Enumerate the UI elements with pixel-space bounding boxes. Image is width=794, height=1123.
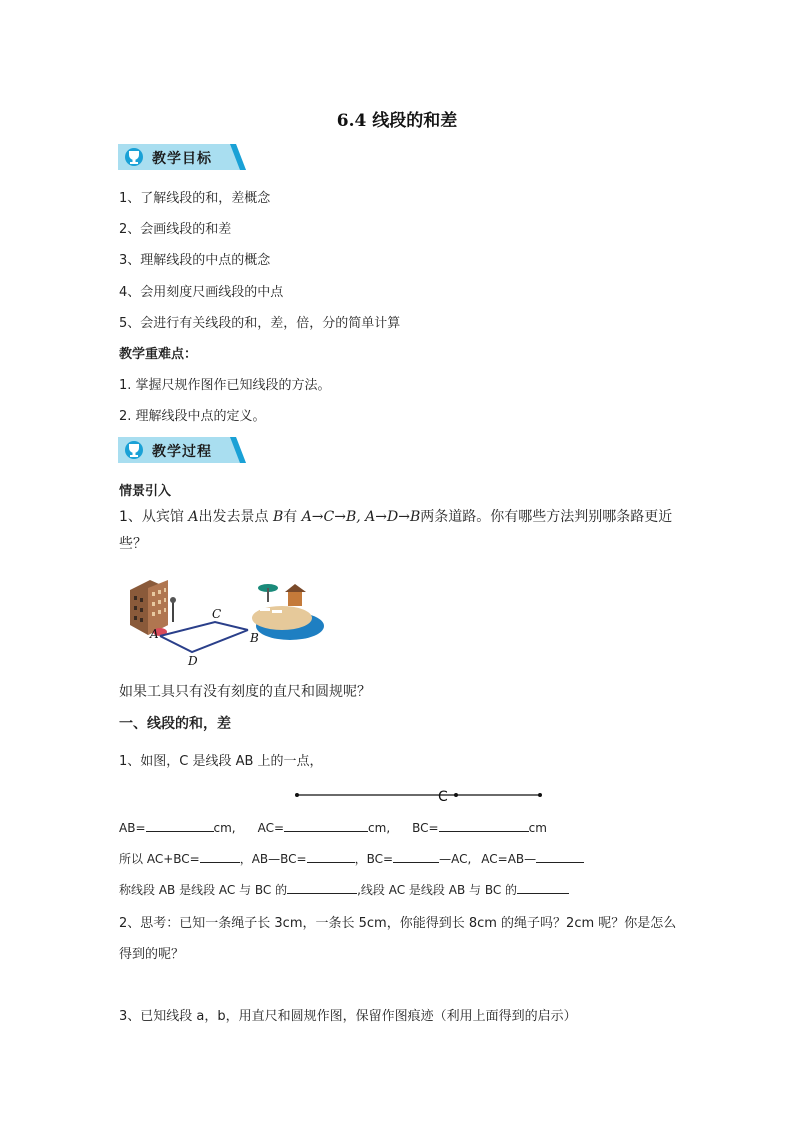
text: AC=AB— (481, 852, 537, 866)
part1-question-2: 2、思考：已知一条绳子长 3cm，一条长 5cm，你能得到长 8cm 的绳子吗？2cm 呢？你是怎么 (119, 916, 677, 931)
text: 有 (283, 509, 302, 525)
key-point-item: 2. 理解线段中点的定义。 (119, 409, 266, 424)
text: cm, (368, 821, 391, 835)
text: 出发去景点 (198, 509, 273, 525)
part1-heading: 一、线段的和，差 (119, 716, 231, 732)
point-c-dot (454, 793, 458, 797)
key-points-heading: 教学重难点： (119, 347, 198, 362)
label-b: B (250, 631, 259, 645)
page-title: 6.4 线段的和差 (336, 111, 458, 131)
label-c: C (438, 789, 448, 804)
goal-item: 4、会用刻度尺画线段的中点 (119, 285, 284, 300)
goal-item: 2、会画线段的和差 (119, 222, 232, 237)
text: —AC, (439, 852, 472, 866)
label-a: A (150, 627, 159, 641)
intro-question-2: 如果工具只有没有刻度的直尺和圆规呢？ (119, 684, 371, 700)
process-heading: 教学过程 (152, 444, 212, 460)
answer-blank[interactable] (200, 850, 240, 863)
part1-question-2-cont: 得到的呢？ (119, 947, 185, 962)
label-c: C (212, 607, 222, 621)
goal-item: 1、了解线段的和，差概念 (119, 191, 271, 206)
text: AB= (119, 821, 146, 835)
text: 称线段 AB 是线段 AC 与 BC 的 (119, 883, 288, 897)
text: 所以 AC+BC= (119, 852, 200, 866)
answer-blank[interactable] (439, 819, 529, 832)
route-2: A→D→B (365, 509, 421, 525)
goals-heading: 教学目标 (152, 151, 212, 167)
text: cm (528, 821, 547, 835)
section-banner-process (118, 437, 246, 463)
text: cm, (213, 821, 236, 835)
segment-figure (290, 784, 550, 804)
fill-line-3 (119, 881, 569, 898)
fill-line-1 (119, 819, 547, 835)
intro-question-1-cont: 些？ (119, 536, 147, 552)
part1-question-3: 3、已知线段 a，b，用直尺和圆规作图，保留作图痕迹（利用上面得到的启示） (119, 1009, 577, 1024)
answer-blank[interactable] (146, 819, 214, 832)
text: 1、从宾馆 (119, 509, 189, 525)
intro-heading: 情景引入 (119, 484, 172, 499)
answer-blank[interactable] (393, 850, 439, 863)
point-a-dot (295, 793, 299, 797)
point-b-dot (538, 793, 542, 797)
text: ,线段 AC 是线段 AB 与 BC 的 (357, 883, 518, 897)
text: ，AB—BC= (239, 852, 307, 866)
part1-question-1: 1、如图，C 是线段 AB 上的一点， (119, 754, 323, 769)
intro-question-1 (119, 506, 672, 526)
text: AC= (257, 821, 285, 835)
answer-blank[interactable] (307, 850, 355, 863)
route-acb (160, 622, 248, 636)
key-point-item: 1. 掌握尺规作图作已知线段的方法。 (119, 378, 331, 393)
hotel-scenic-illustration (120, 570, 330, 670)
point-a: A (188, 509, 199, 525)
fill-line-2 (119, 850, 584, 867)
section-banner-goals (118, 144, 246, 170)
text: ，BC= (354, 852, 394, 866)
beach-island-icon (252, 584, 324, 640)
goal-item: 3、理解线段的中点的概念 (119, 253, 271, 268)
point-b: B (272, 509, 284, 525)
answer-blank[interactable] (287, 881, 357, 894)
text: 两条道路。你有哪些方法判别哪条路更近 (420, 509, 673, 525)
goal-item: 5、会进行有关线段的和，差，倍，分的简单计算 (119, 316, 401, 331)
route-1: A→C→B, (301, 509, 361, 525)
text: BC= (412, 821, 439, 835)
answer-blank[interactable] (284, 819, 368, 832)
trophy-icon (118, 437, 150, 463)
answer-blank[interactable] (536, 850, 584, 863)
answer-blank[interactable] (517, 881, 569, 894)
trophy-icon (118, 144, 150, 170)
label-d: D (188, 654, 198, 668)
